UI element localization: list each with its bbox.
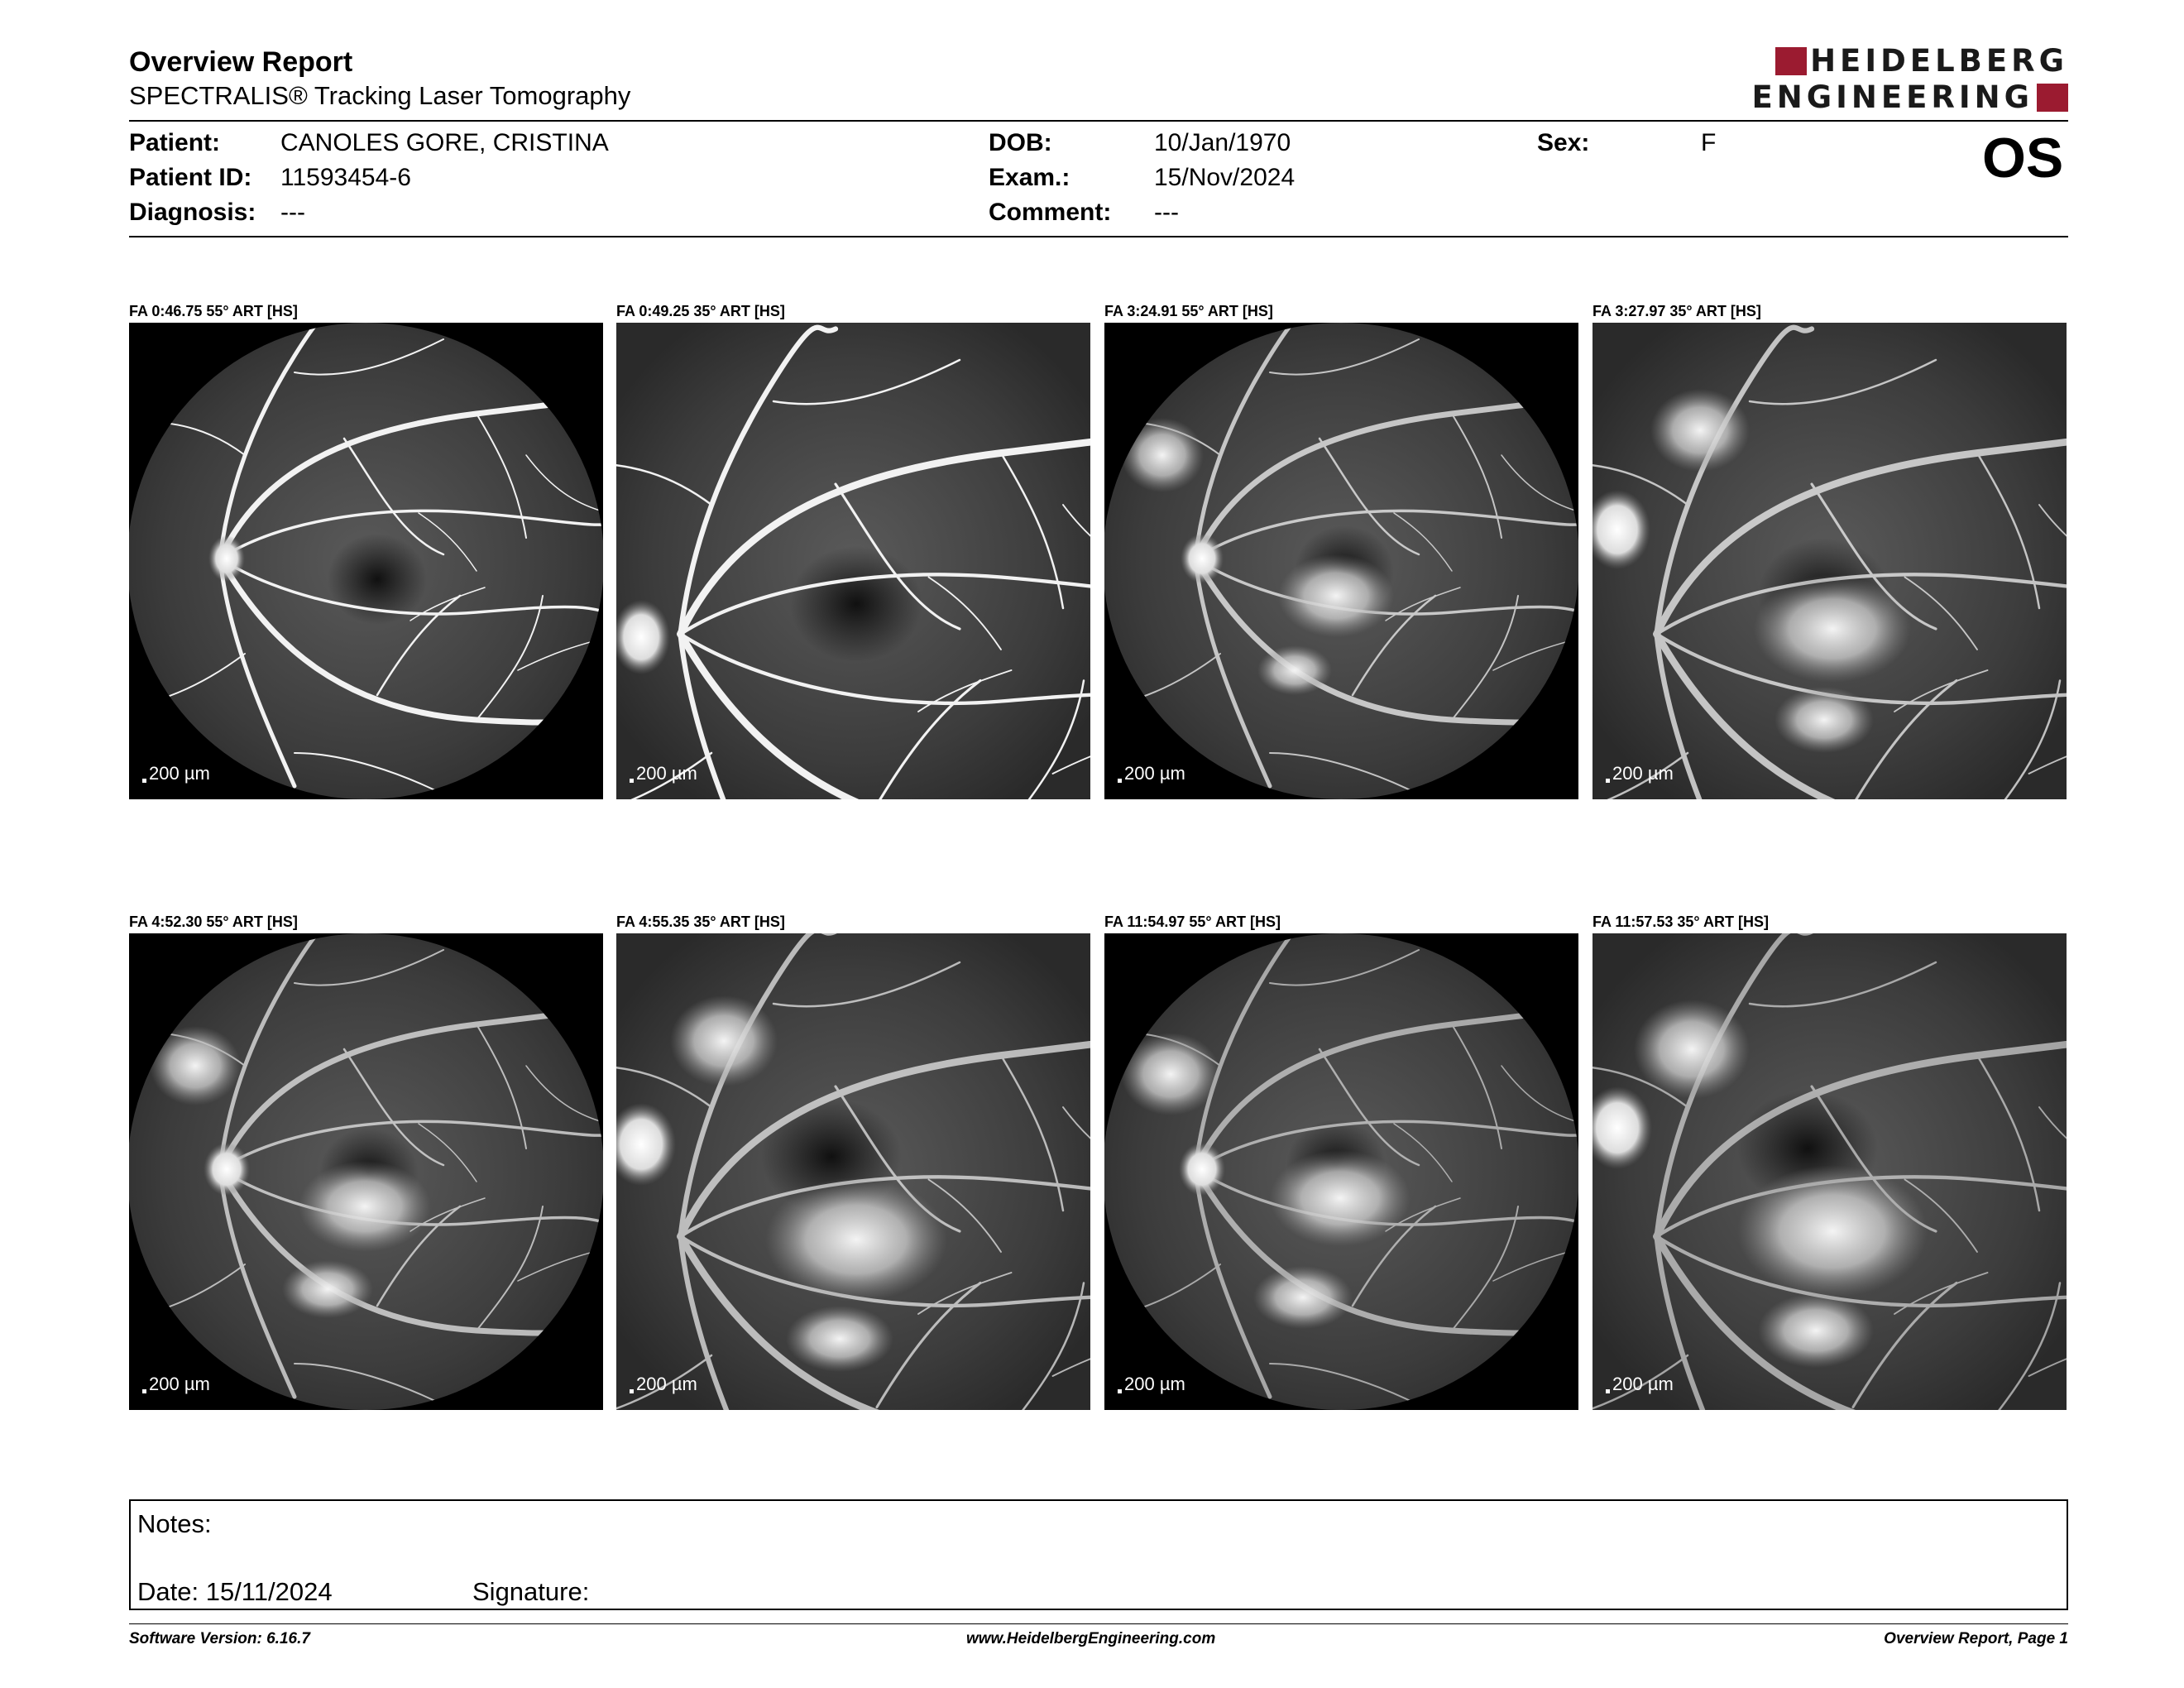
fundus-image-6[interactable] — [616, 933, 1090, 1410]
image-caption-6: FA 4:55.35 35° ART [HS] — [616, 914, 785, 930]
scale-tick-icon — [142, 779, 146, 783]
scale-bar-3 — [1118, 763, 1185, 784]
report-title: Overview Report — [129, 46, 353, 78]
heidelberg-logo — [1688, 43, 2068, 116]
scale-label-1: 200 µm — [149, 763, 210, 784]
fundus-image-1[interactable] — [129, 323, 603, 799]
software-version: Software Version: 6.16.7 — [129, 1630, 310, 1647]
sex-label: Sex: — [1537, 129, 1590, 156]
image-caption-4: FA 3:27.97 35° ART [HS] — [1592, 303, 1761, 319]
patient-divider — [129, 236, 2068, 237]
image-caption-8: FA 11:57.53 35° ART [HS] — [1592, 914, 1769, 930]
dob-value: 10/Jan/1970 — [1154, 129, 1291, 156]
exam-label: Exam.: — [989, 164, 1070, 191]
diagnosis-value: --- — [280, 199, 305, 226]
notes-label: Notes: — [137, 1509, 212, 1538]
logo-square-bottom — [2037, 84, 2068, 112]
scale-bar-4 — [1606, 763, 1674, 784]
header-divider — [129, 120, 2068, 122]
scale-bar-6 — [630, 1374, 697, 1395]
scale-bar-7 — [1118, 1374, 1185, 1395]
scale-bar-5 — [142, 1374, 210, 1395]
scale-bar-1 — [142, 763, 210, 784]
scale-bar-8 — [1606, 1374, 1674, 1395]
patient-name: CANOLES GORE, CRISTINA — [280, 129, 609, 156]
date-label: Date: 15/11/2024 — [137, 1577, 333, 1606]
notes-box[interactable] — [129, 1499, 2068, 1610]
comment-value: --- — [1154, 199, 1179, 226]
dob-label: DOB: — [989, 129, 1052, 156]
exam-value: 15/Nov/2024 — [1154, 164, 1296, 191]
scale-tick-icon — [142, 1389, 146, 1393]
image-caption-7: FA 11:54.97 55° ART [HS] — [1104, 914, 1281, 930]
comment-label: Comment: — [989, 199, 1112, 226]
footer-divider — [129, 1623, 2068, 1624]
scale-tick-icon — [630, 779, 634, 783]
logo-square-top — [1775, 47, 1807, 75]
website-link[interactable]: www.HeidelbergEngineering.com — [966, 1630, 1216, 1647]
scale-label-7: 200 µm — [1124, 1374, 1185, 1394]
image-caption-5: FA 4:52.30 55° ART [HS] — [129, 914, 298, 930]
patient-label: Patient: — [129, 129, 221, 156]
image-caption-2: FA 0:49.25 35° ART [HS] — [616, 303, 785, 319]
diagnosis-label: Diagnosis: — [129, 199, 256, 226]
scale-tick-icon — [630, 1389, 634, 1393]
fundus-image-5[interactable] — [129, 933, 603, 1410]
signature-label: Signature: — [472, 1577, 590, 1606]
scale-tick-icon — [1118, 1389, 1122, 1393]
image-caption-1: FA 0:46.75 55° ART [HS] — [129, 303, 298, 319]
scale-label-3: 200 µm — [1124, 763, 1185, 784]
sex-value: F — [1701, 129, 1717, 156]
scale-tick-icon — [1606, 779, 1610, 783]
report-subtitle: SPECTRALIS® Tracking Laser Tomography — [129, 81, 631, 110]
logo-line-1: HEIDELBERG — [1810, 43, 2068, 79]
image-caption-3: FA 3:24.91 55° ART [HS] — [1104, 303, 1273, 319]
scale-label-8: 200 µm — [1612, 1374, 1674, 1394]
logo-line-2: ENGINEERING — [1751, 79, 2033, 115]
fundus-image-7[interactable] — [1104, 933, 1578, 1410]
scale-label-2: 200 µm — [636, 763, 697, 784]
scale-label-5: 200 µm — [149, 1374, 210, 1394]
scale-tick-icon — [1606, 1389, 1610, 1393]
scale-label-6: 200 µm — [636, 1374, 697, 1394]
patient-id: 11593454-6 — [280, 164, 411, 191]
fundus-image-3[interactable] — [1104, 323, 1578, 799]
scale-tick-icon — [1118, 779, 1122, 783]
scale-bar-2 — [630, 763, 697, 784]
fundus-image-2[interactable] — [616, 323, 1090, 799]
fundus-image-8[interactable] — [1592, 933, 2067, 1410]
scale-label-4: 200 µm — [1612, 763, 1674, 784]
eye-indicator: OS — [1982, 127, 2064, 189]
patient-id-label: Patient ID: — [129, 164, 252, 191]
fundus-image-4[interactable] — [1592, 323, 2067, 799]
page-number: Overview Report, Page 1 — [1884, 1630, 2068, 1647]
